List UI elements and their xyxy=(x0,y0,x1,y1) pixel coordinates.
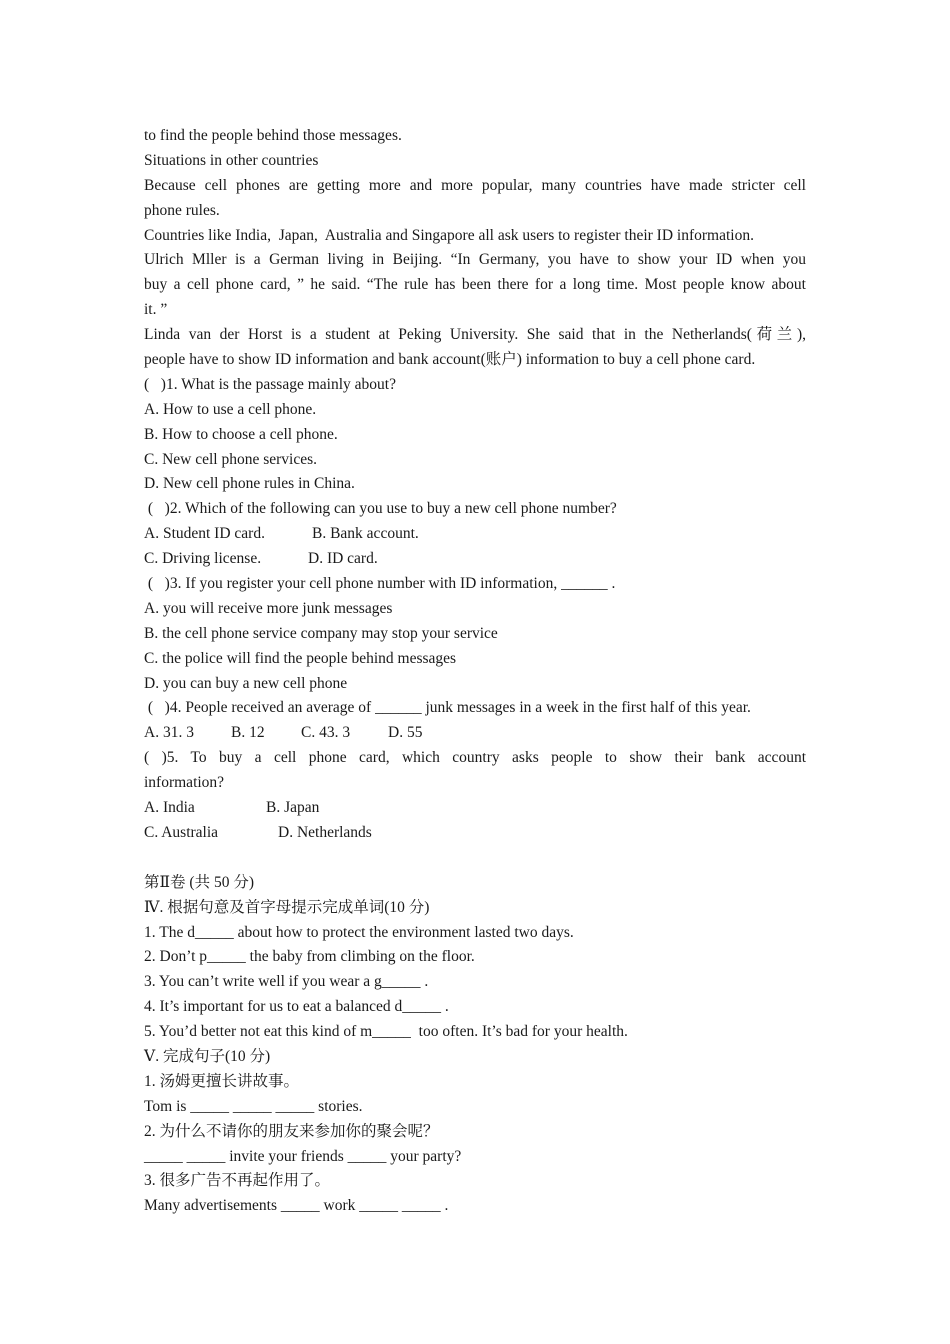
passage-line: Because cell phones are getting more and more popular, many countries have made stricter cell xyxy=(144,176,806,194)
option-d: D. New cell phone rules in China. xyxy=(144,475,355,493)
passage-line: Countries like India, Japan, Australia and Singapore all ask users to register their ID information. xyxy=(144,226,754,244)
exercise-line: 3. You can’t write well if you wear a g_____ . xyxy=(144,973,429,991)
exercise-line: 5. You’d better not eat this kind of m_____ too often. It’s bad for your health. xyxy=(144,1023,628,1041)
part2-heading: 第Ⅱ卷 (共 50 分) xyxy=(144,873,254,891)
option-b: B. 12 xyxy=(231,724,265,742)
passage-line: to find the people behind those messages. xyxy=(144,127,402,144)
option-a: A. India xyxy=(144,799,195,817)
exercise-prompt-cn: 2. 为什么不请你的朋友来参加你的聚会呢？ xyxy=(144,1122,439,1140)
passage-line: phone rules. xyxy=(144,201,220,219)
question-5-cont: information? xyxy=(144,774,225,792)
question-4: ( )4. People received an average of ______ junk messages in a week in the first half of this year. xyxy=(144,699,751,717)
option-c: C. Driving license. xyxy=(144,550,262,568)
exercise-line: 2. Don’t p_____ the baby from climbing on the floor. xyxy=(144,948,475,966)
option-b: B. Bank account. xyxy=(312,525,419,543)
option-b: B. the cell phone service company may stop your service xyxy=(144,624,498,642)
spacer xyxy=(144,846,806,871)
options-row xyxy=(144,522,806,547)
option-d: D. you can buy a new cell phone xyxy=(144,674,348,692)
option-b: B. How to choose a cell phone. xyxy=(144,425,338,443)
option-c: C. Australia xyxy=(144,823,219,841)
exercise-line: 4. It’s important for us to eat a balanced d_____ . xyxy=(144,998,449,1016)
question-5: ( )5. To buy a cell phone card, which country asks people to show their bank account xyxy=(144,749,806,767)
question-1: ( )1. What is the passage mainly about? xyxy=(144,375,396,393)
section-5-title: Ⅴ. 完成句子(10 分) xyxy=(144,1047,271,1065)
passage-line: Ulrich Mller is a German living in Beijing. “In Germany, you have to show your ID when you xyxy=(144,251,806,269)
option-b: B. Japan xyxy=(266,799,320,817)
option-a: A. How to use a cell phone. xyxy=(144,400,317,418)
option-a: A. Student ID card. xyxy=(144,525,265,543)
section-subtitle: Situations in other countries xyxy=(144,151,319,169)
exercise-line: _____ _____ invite your friends _____ your party? xyxy=(144,1147,462,1165)
exercise-prompt-cn: 1. 汤姆更擅长讲故事。 xyxy=(144,1072,300,1090)
option-c: C. New cell phone services. xyxy=(144,450,318,468)
options-row xyxy=(144,721,806,746)
passage-line: it. ” xyxy=(144,301,168,319)
option-d: D. ID card. xyxy=(308,550,378,568)
options-row xyxy=(144,796,806,821)
option-a: A. you will receive more junk messages xyxy=(144,599,393,617)
question-3: ( )3. If you register your cell phone number with ID information, ______ . xyxy=(144,575,616,593)
options-row xyxy=(144,821,806,846)
section-4-title: Ⅳ. 根据句意及首字母提示完成单词(10 分) xyxy=(144,898,430,916)
option-c: C. the police will find the people behind messages xyxy=(144,649,457,667)
question-2: ( )2. Which of the following can you use to buy a new cell phone number? xyxy=(144,500,617,518)
passage-line: people have to show ID information and bank account(账户) information to buy a cell phone card. xyxy=(144,351,756,369)
option-d: D. 55 xyxy=(388,724,423,742)
option-c: C. 43. 3 xyxy=(301,724,351,742)
exercise-line: Tom is _____ _____ _____ stories. xyxy=(144,1097,363,1115)
document-page xyxy=(144,124,806,1219)
exercise-line: Many advertisements _____ work _____ _____ . xyxy=(144,1197,449,1215)
exercise-line: 1. The d_____ about how to protect the environment lasted two days. xyxy=(144,923,574,941)
options-row xyxy=(144,547,806,572)
passage-line: buy a cell phone card, ” he said. “The rule has been there for a long time. Most people know about xyxy=(144,276,806,294)
option-d: D. Netherlands xyxy=(278,823,372,841)
exercise-prompt-cn: 3. 很多广告不再起作用了。 xyxy=(144,1172,331,1190)
option-a: A. 31. 3 xyxy=(144,724,194,742)
passage-line: Linda van der Horst is a student at Peking University. She said that in the Netherlands(荷兰), xyxy=(144,326,806,344)
